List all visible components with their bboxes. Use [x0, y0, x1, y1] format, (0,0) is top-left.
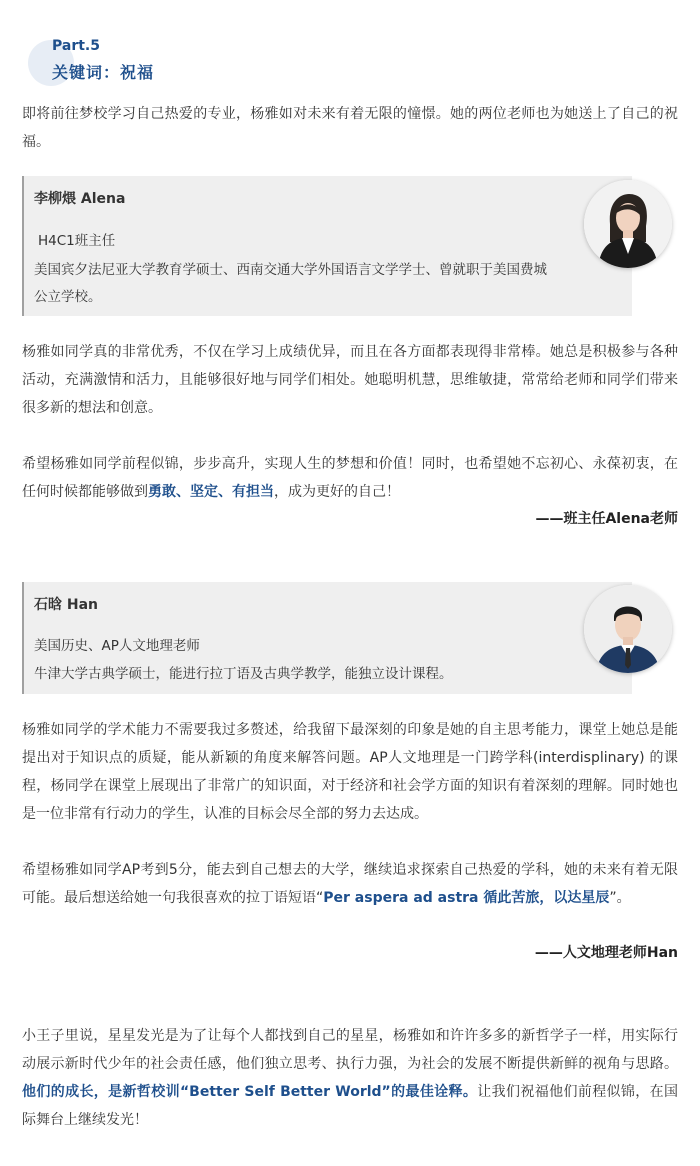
teacher-bio-line-2: 公立学校。 [34, 289, 102, 305]
closing-highlight-text: 他们的成长，是新哲校训“Better Self Better World”的最佳诠释。 [22, 1084, 478, 1100]
alena-highlight-text: 勇敢、坚定、有担当 [148, 484, 274, 500]
teacher-bio-line-1: 牛津大学古典学硕士，能进行拉丁语及古典学教学，能独立设计课程。 [34, 666, 453, 682]
teacher-card-han [22, 582, 632, 694]
teacher-portrait-man-icon [584, 585, 672, 673]
teacher-role: H4C1班主任 [38, 233, 116, 249]
alena-comment-paragraph-1: 杨雅如同学真的非常优秀，不仅在学习上成绩优异，而且在各方面都表现得非常棒。她总是积极参与各种活动，充满激情和活力，且能够很好地与同学们相处。她聪明机慧，思维敏捷，常常给老师和同学们带来很多新的想法和创意。 [22, 344, 678, 416]
teacher-card-alena [22, 176, 632, 316]
alena-signoff: ——班主任Alena老师 [535, 511, 678, 527]
han-highlight-text: Per aspera ad astra 循此苦旅，以达星辰 [323, 890, 610, 906]
teacher-bio-line-1: 美国宾夕法尼亚大学教育学硕士、西南交通大学外国语言文学学士、曾就职于美国费城 [34, 262, 547, 278]
han-comment-paragraph-2: 希望杨雅如同学AP考到5分，能去到自己想去的大学，继续追求探索自己热爱的学科，她的未来有着无限可能。最后想送给她一句我很喜欢的拉丁语短语“Per aspera ad astra 循此苦旅，以达星辰”。 [22, 862, 678, 906]
teacher-name: 石晗 Han [34, 597, 99, 613]
teacher-role: 美国历史、AP人文地理老师 [34, 638, 200, 654]
section-title: 关键词：祝福 [52, 63, 155, 82]
teacher-name: 李柳煨 Alena [34, 191, 126, 207]
part-number: Part.5 [52, 38, 100, 54]
intro-paragraph: 即将前往梦校学习自己热爱的专业，杨雅如对未来有着无限的憧憬。她的两位老师也为她送上了自己的祝福。 [22, 106, 678, 150]
han-comment-paragraph-1: 杨雅如同学的学术能力不需要我过多赘述，给我留下最深刻的印象是她的自主思考能力，课堂上她总是能提出对于知识点的质疑，能从新颖的角度来解答问题。AP人文地理是一门跨学科(interdisplinary) 的课程，杨同学在课堂上展现出了非常广的知识面，对于经济和社会学方面的知识有着深刻的理解。同时她也是一位非常有行动力的学生，认准的目标会尽全部的努力去达成。 [22, 722, 678, 822]
han-signoff: ——人文地理老师Han [534, 945, 678, 961]
alena-comment-paragraph-2: 希望杨雅如同学前程似锦，步步高升，实现人生的梦想和价值！同时，也希望她不忘初心、永葆初衷，在任何时候都能够做到勇敢、坚定、有担当，成为更好的自己！ [22, 456, 678, 500]
teacher-portrait-woman-icon [584, 180, 672, 268]
section-header [28, 36, 328, 86]
closing-paragraph: 小王子里说，星星发光是为了让每个人都找到自己的星星，杨雅如和许许多多的新哲学子一样，用实际行动展示新时代少年的社会责任感，他们独立思考、执行力强，为社会的发展不断提供新鲜的视角与思路。他们的成长，是新哲校训“Better Self Better World”的最佳诠释。让我们祝福他们前程似锦，在国际舞台上继续发光！ [22, 1028, 679, 1128]
